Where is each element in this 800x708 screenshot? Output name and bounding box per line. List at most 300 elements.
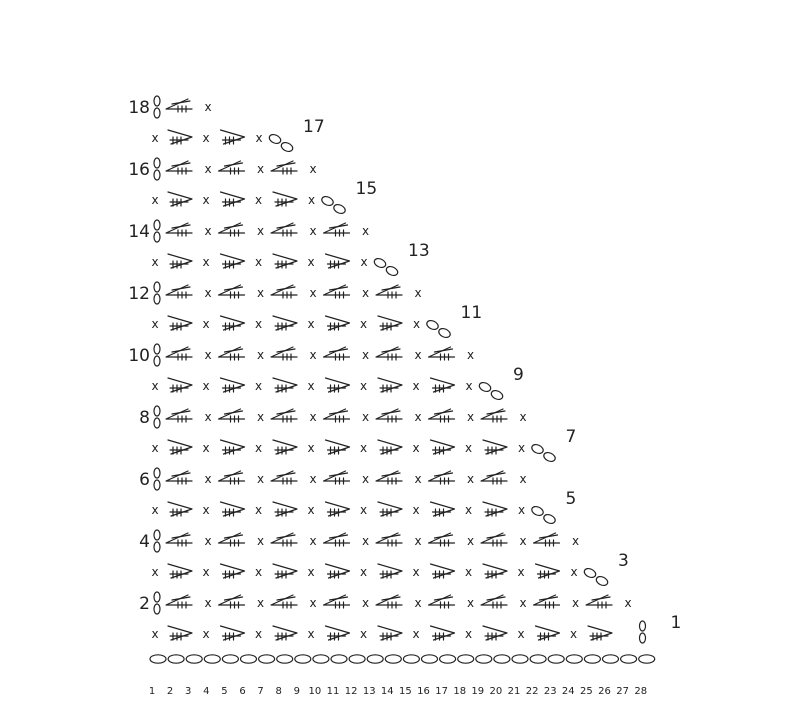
treble-cluster-odd: [326, 626, 350, 640]
column-number: 17: [435, 686, 448, 697]
row-number: 14: [128, 222, 150, 242]
single-crochet-mark: x: [254, 193, 263, 207]
column-number: 27: [616, 686, 629, 697]
single-crochet-mark: x: [519, 472, 527, 486]
treble-cluster-even: [271, 409, 297, 419]
chain-stitch: [268, 133, 282, 145]
treble-crossbar: [277, 349, 295, 352]
treble-cluster-odd: [431, 626, 455, 640]
chain-stitch: [280, 141, 294, 153]
chain-stitch: [458, 655, 474, 663]
single-crochet-mark: x: [202, 565, 210, 579]
single-crochet-mark: x: [359, 627, 368, 641]
treble-cluster-even: [534, 533, 560, 543]
single-crochet-mark: x: [254, 565, 263, 579]
treble-cluster-even: [324, 223, 350, 233]
column-number: 10: [308, 686, 322, 697]
treble-crossbar: [382, 473, 400, 476]
treble-cluster-even: [376, 471, 402, 481]
chain-stitch: [603, 655, 619, 663]
single-crochet-mark: x: [571, 596, 580, 610]
single-crochet-mark: x: [309, 596, 317, 610]
single-crochet-mark: x: [202, 503, 210, 517]
treble-crossbar: [330, 535, 348, 538]
single-crochet-mark: x: [204, 596, 212, 610]
single-crochet-mark: x: [359, 317, 368, 331]
treble-cluster-odd: [326, 564, 350, 578]
chain-stitch: [154, 418, 160, 428]
chain-stitch: [222, 655, 238, 663]
chain-stitch: [530, 655, 546, 663]
single-crochet-mark: x: [309, 224, 317, 238]
treble-crossbar: [435, 473, 453, 476]
treble-cluster-odd: [273, 626, 297, 640]
treble-cluster-odd: [378, 502, 402, 516]
treble-cluster-odd: [588, 626, 612, 640]
treble-cluster-odd: [536, 626, 560, 640]
single-crochet-mark: x: [309, 162, 317, 176]
chain-stitch: [530, 505, 544, 517]
treble-crossbar: [277, 287, 295, 290]
single-crochet-mark: x: [309, 410, 317, 424]
treble-cluster-even: [429, 409, 455, 419]
single-crochet-mark: x: [361, 534, 370, 548]
single-crochet-mark: x: [361, 596, 370, 610]
column-number: 3: [185, 686, 192, 697]
treble-cluster-odd: [221, 316, 245, 330]
treble-cluster-even: [429, 471, 455, 481]
treble-cluster-even: [166, 285, 192, 295]
treble-cluster-even: [271, 347, 297, 357]
single-crochet-mark: x: [361, 410, 370, 424]
treble-cluster-odd: [221, 192, 245, 206]
single-crochet-mark: x: [412, 627, 420, 641]
chain-stitch: [241, 655, 257, 663]
treble-cluster-odd: [483, 626, 507, 640]
single-crochet-mark: x: [254, 441, 263, 455]
treble-cluster-even: [271, 533, 297, 543]
single-crochet-mark: x: [307, 565, 315, 579]
chain-stitch: [154, 406, 160, 416]
chain-stitch: [385, 655, 401, 663]
treble-cluster-odd: [273, 254, 297, 268]
single-crochet-mark: x: [361, 348, 370, 362]
treble-crossbar: [172, 597, 190, 600]
treble-cluster-odd: [378, 564, 402, 578]
treble-cluster-even: [324, 471, 350, 481]
treble-cluster-even: [166, 471, 192, 481]
chain-stitch: [349, 655, 365, 663]
column-number: 21: [507, 686, 521, 697]
treble-cluster-even: [271, 471, 297, 481]
chain-stitch: [154, 220, 160, 230]
chain-stitch: [440, 655, 456, 663]
single-crochet-mark: x: [204, 472, 212, 486]
treble-crossbar: [330, 225, 348, 228]
treble-cluster-odd: [221, 130, 245, 144]
treble-crossbar: [330, 287, 348, 290]
single-crochet-mark: x: [359, 379, 368, 393]
row-number: 13: [408, 241, 430, 261]
single-crochet-mark: x: [466, 410, 475, 424]
column-number: 22: [525, 686, 539, 697]
treble-cluster-even: [324, 409, 350, 419]
treble-crossbar: [330, 597, 348, 600]
single-crochet-mark: x: [466, 472, 475, 486]
single-crochet-mark: x: [414, 596, 422, 610]
treble-cluster-odd: [273, 378, 297, 392]
chain-stitch: [154, 542, 160, 552]
single-crochet-mark: x: [519, 410, 527, 424]
treble-cluster-odd: [221, 378, 245, 392]
column-number: 18: [453, 686, 467, 697]
treble-cluster-even: [271, 285, 297, 295]
treble-cluster-odd: [168, 502, 192, 516]
chain-stitch: [154, 282, 160, 292]
chain-stitch: [639, 655, 655, 663]
row-number: 5: [565, 489, 577, 509]
treble-cluster-even: [376, 533, 402, 543]
single-crochet-mark: x: [255, 131, 263, 145]
column-number: 6: [239, 686, 246, 697]
row-number: 2: [139, 594, 150, 614]
column-number: 20: [489, 686, 503, 697]
treble-cluster-odd: [483, 564, 507, 578]
column-number: 12: [344, 686, 358, 697]
treble-crossbar: [172, 535, 190, 538]
single-crochet-mark: x: [204, 162, 212, 176]
treble-cluster-even: [481, 409, 507, 419]
column-number: 15: [399, 686, 412, 697]
treble-cluster-odd: [221, 502, 245, 516]
treble-crossbar: [172, 225, 190, 228]
single-crochet-mark: x: [256, 224, 265, 238]
treble-cluster-even: [271, 595, 297, 605]
chain-stitch: [154, 344, 160, 354]
chain-stitch: [168, 655, 184, 663]
treble-crossbar: [172, 101, 190, 104]
treble-cluster-even: [586, 595, 612, 605]
single-crochet-mark: x: [570, 565, 578, 579]
chain-stitch: [437, 327, 451, 339]
treble-cluster-even: [376, 285, 402, 295]
treble-cluster-odd: [483, 440, 507, 454]
treble-crossbar: [225, 411, 243, 414]
treble-cluster-even: [166, 595, 192, 605]
single-crochet-mark: x: [254, 255, 263, 269]
treble-cluster-even: [324, 347, 350, 357]
single-crochet-mark: x: [202, 627, 210, 641]
single-crochet-mark: x: [359, 503, 368, 517]
single-crochet-mark: x: [307, 503, 315, 517]
treble-cluster-even: [481, 595, 507, 605]
treble-cluster-odd: [483, 502, 507, 516]
column-number: 28: [634, 686, 648, 697]
chain-stitch: [385, 265, 399, 277]
chain-stitch: [154, 232, 160, 242]
treble-crossbar: [225, 163, 243, 166]
row-number: 7: [565, 427, 577, 447]
treble-cluster-even: [166, 99, 192, 109]
single-crochet-mark: x: [202, 317, 210, 331]
treble-cluster-odd: [168, 626, 192, 640]
row-number: 10: [128, 346, 150, 366]
row-number: 18: [128, 98, 150, 118]
single-crochet-mark: x: [202, 441, 210, 455]
treble-crossbar: [435, 411, 453, 414]
treble-cluster-even: [166, 223, 192, 233]
single-crochet-mark: x: [151, 193, 159, 207]
treble-cluster-even: [271, 223, 297, 233]
single-crochet-mark: x: [204, 348, 212, 362]
single-crochet-mark: x: [202, 193, 210, 207]
single-crochet-mark: x: [256, 472, 265, 486]
column-number: 7: [257, 686, 264, 697]
treble-cluster-even: [219, 471, 245, 481]
treble-cluster-even: [429, 347, 455, 357]
treble-crossbar: [435, 535, 453, 538]
chain-stitch: [566, 655, 582, 663]
chain-stitch: [584, 655, 600, 663]
treble-cluster-even: [219, 347, 245, 357]
treble-crossbar: [330, 349, 348, 352]
row-number: 11: [460, 303, 483, 323]
treble-crossbar: [540, 535, 558, 538]
treble-crossbar: [592, 597, 610, 600]
chain-stitch: [425, 319, 439, 331]
treble-crossbar: [277, 535, 295, 538]
single-crochet-mark: x: [204, 100, 212, 114]
treble-crossbar: [382, 349, 400, 352]
treble-crossbar: [382, 597, 400, 600]
row-number: 12: [128, 284, 150, 304]
single-crochet-mark: x: [412, 379, 420, 393]
treble-cluster-even: [481, 471, 507, 481]
single-crochet-mark: x: [309, 348, 317, 362]
treble-cluster-odd: [221, 564, 245, 578]
single-crochet-mark: x: [517, 441, 526, 455]
treble-cluster-odd: [326, 254, 350, 268]
single-crochet-mark: x: [569, 627, 578, 641]
row-number: 4: [139, 532, 150, 552]
treble-cluster-odd: [378, 378, 402, 392]
treble-cluster-even: [166, 409, 192, 419]
single-crochet-mark: x: [466, 348, 475, 362]
treble-cluster-even: [429, 533, 455, 543]
treble-cluster-even: [219, 533, 245, 543]
chain-stitch: [512, 655, 528, 663]
treble-cluster-odd: [221, 254, 245, 268]
treble-crossbar: [382, 535, 400, 538]
single-crochet-mark: x: [204, 224, 212, 238]
treble-cluster-even: [219, 409, 245, 419]
column-number: 5: [221, 686, 228, 697]
column-number: 23: [543, 686, 557, 697]
single-crochet-mark: x: [151, 255, 159, 269]
single-crochet-mark: x: [412, 565, 420, 579]
single-crochet-mark: x: [517, 565, 525, 579]
treble-cluster-odd: [273, 440, 297, 454]
treble-cluster-odd: [273, 192, 297, 206]
column-number: 24: [561, 686, 575, 697]
treble-crossbar: [225, 349, 243, 352]
chain-stitch: [640, 633, 646, 643]
single-crochet-mark: x: [464, 627, 473, 641]
treble-crossbar: [225, 535, 243, 538]
column-number: 11: [326, 686, 340, 697]
column-number: 4: [203, 686, 210, 697]
treble-cluster-odd: [168, 564, 192, 578]
single-crochet-mark: x: [204, 286, 212, 300]
single-crochet-mark: x: [256, 596, 265, 610]
treble-cluster-odd: [378, 316, 402, 330]
chain-stitch: [295, 655, 311, 663]
treble-crossbar: [382, 411, 400, 414]
treble-crossbar: [487, 473, 505, 476]
chain-stitch: [478, 381, 492, 393]
chain-stitch: [332, 203, 346, 215]
single-crochet-mark: x: [359, 565, 368, 579]
treble-cluster-odd: [536, 564, 560, 578]
single-crochet-mark: x: [414, 348, 422, 362]
chain-stitch: [583, 567, 597, 579]
treble-cluster-odd: [273, 564, 297, 578]
chain-stitch: [204, 655, 220, 663]
treble-cluster-even: [376, 595, 402, 605]
treble-cluster-odd: [326, 502, 350, 516]
treble-cluster-even: [166, 347, 192, 357]
treble-crossbar: [225, 287, 243, 290]
single-crochet-mark: x: [307, 379, 315, 393]
chain-stitch: [490, 389, 504, 401]
single-crochet-mark: x: [151, 379, 159, 393]
treble-crossbar: [172, 411, 190, 414]
chain-stitch: [542, 513, 556, 525]
treble-crossbar: [487, 597, 505, 600]
treble-crossbar: [172, 473, 190, 476]
treble-cluster-odd: [431, 564, 455, 578]
chain-stitch: [259, 655, 275, 663]
column-number: 14: [380, 686, 394, 697]
treble-crossbar: [225, 225, 243, 228]
single-crochet-mark: x: [412, 441, 420, 455]
single-crochet-mark: x: [412, 503, 420, 517]
treble-crossbar: [435, 597, 453, 600]
treble-crossbar: [277, 411, 295, 414]
single-crochet-mark: x: [254, 503, 263, 517]
treble-cluster-even: [534, 595, 560, 605]
single-crochet-mark: x: [254, 317, 263, 331]
column-number: 16: [417, 686, 430, 697]
single-crochet-mark: x: [256, 162, 265, 176]
single-crochet-mark: x: [360, 255, 368, 269]
treble-cluster-odd: [221, 440, 245, 454]
single-crochet-mark: x: [202, 255, 210, 269]
chain-stitch: [154, 530, 160, 540]
single-crochet-mark: x: [151, 441, 159, 455]
single-crochet-mark: x: [414, 410, 422, 424]
single-crochet-mark: x: [361, 224, 370, 238]
single-crochet-mark: x: [256, 348, 265, 362]
treble-crossbar: [435, 349, 453, 352]
single-crochet-mark: x: [204, 410, 212, 424]
chain-stitch: [621, 655, 637, 663]
single-crochet-mark: x: [464, 441, 473, 455]
chain-stitch: [422, 655, 438, 663]
chain-stitch: [154, 468, 160, 478]
row-number: 16: [128, 160, 150, 180]
column-number: 13: [362, 686, 376, 697]
chain-stitch: [476, 655, 492, 663]
chain-stitch: [154, 592, 160, 602]
chain-stitch: [403, 655, 419, 663]
single-crochet-mark: x: [151, 131, 159, 145]
single-crochet-mark: x: [254, 627, 263, 641]
treble-cluster-odd: [168, 192, 192, 206]
single-crochet-mark: x: [307, 193, 316, 207]
treble-cluster-even: [324, 595, 350, 605]
single-crochet-mark: x: [151, 565, 159, 579]
single-crochet-mark: x: [466, 596, 475, 610]
single-crochet-mark: x: [307, 317, 315, 331]
single-crochet-mark: x: [466, 534, 475, 548]
treble-crossbar: [330, 473, 348, 476]
column-number: 9: [293, 686, 300, 697]
treble-cluster-even: [166, 533, 192, 543]
treble-cluster-even: [324, 533, 350, 543]
single-crochet-mark: x: [204, 534, 212, 548]
row-number: 1: [670, 613, 682, 633]
treble-crossbar: [277, 473, 295, 476]
chain-stitch: [150, 655, 166, 663]
single-crochet-mark: x: [202, 131, 210, 145]
chain-stitch: [548, 655, 564, 663]
single-crochet-mark: x: [412, 317, 421, 331]
single-crochet-mark: x: [256, 534, 265, 548]
single-crochet-mark: x: [256, 410, 265, 424]
chain-stitch: [277, 655, 293, 663]
row-number: 3: [618, 551, 629, 571]
single-crochet-mark: x: [151, 627, 159, 641]
chain-stitch: [313, 655, 329, 663]
treble-cluster-odd: [168, 316, 192, 330]
single-crochet-mark: x: [151, 317, 159, 331]
single-crochet-mark: x: [202, 379, 210, 393]
treble-cluster-even: [166, 161, 192, 171]
single-crochet-mark: x: [517, 503, 526, 517]
treble-cluster-odd: [431, 440, 455, 454]
chain-stitch: [595, 575, 609, 587]
single-crochet-mark: x: [414, 286, 422, 300]
treble-cluster-even: [429, 595, 455, 605]
treble-cluster-odd: [168, 440, 192, 454]
single-crochet-mark: x: [624, 596, 632, 610]
column-number: 26: [598, 686, 611, 697]
row-number: 15: [355, 179, 378, 199]
single-crochet-mark: x: [359, 441, 368, 455]
single-crochet-mark: x: [307, 441, 315, 455]
treble-cluster-odd: [326, 378, 350, 392]
treble-cluster-odd: [326, 316, 350, 330]
treble-crossbar: [382, 287, 400, 290]
column-number: 25: [580, 686, 593, 697]
treble-cluster-odd: [221, 626, 245, 640]
single-crochet-mark: x: [517, 627, 525, 641]
row-number: 8: [139, 408, 150, 428]
chain-stitch: [154, 108, 160, 118]
treble-cluster-even: [219, 161, 245, 171]
treble-cluster-even: [376, 409, 402, 419]
